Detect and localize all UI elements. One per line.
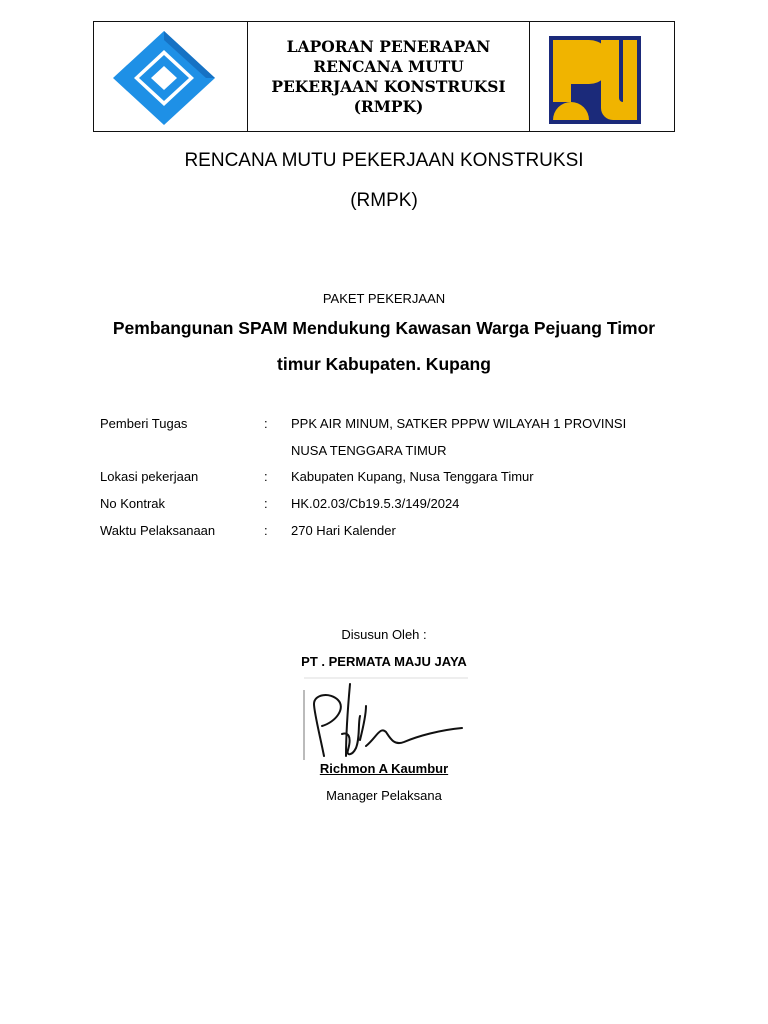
pupr-logo-icon bbox=[549, 36, 641, 124]
header-title bbox=[248, 22, 530, 131]
info-label: Waktu Pelaksanaan bbox=[100, 523, 216, 538]
info-value: PPK AIR MINUM, SATKER PPPW WILAYAH 1 PROVINSI bbox=[291, 416, 627, 431]
company-name: PT . PERMATA MAJU JAYA bbox=[301, 654, 467, 669]
package-label: PAKET PEKERJAAN bbox=[322, 291, 446, 306]
info-colon: : bbox=[264, 416, 268, 431]
info-colon: : bbox=[264, 523, 268, 538]
info-value: 270 Hari Kalender bbox=[291, 523, 396, 538]
header-logo-cell bbox=[94, 22, 248, 131]
header-title-line-2: RENCANA MUTU bbox=[313, 56, 464, 76]
header-table bbox=[93, 21, 675, 132]
info-value: HK.02.03/Cb19.5.3/149/2024 bbox=[291, 496, 460, 511]
info-value: Kabupaten Kupang, Nusa Tenggara Timur bbox=[291, 469, 534, 484]
info-colon: : bbox=[264, 469, 268, 484]
info-label: Lokasi pekerjaan bbox=[100, 469, 199, 484]
header-pupr-cell bbox=[530, 22, 674, 131]
prepared-by-label: Disusun Oleh : bbox=[341, 627, 427, 642]
header-title-line-4: (RMPK) bbox=[353, 96, 424, 116]
info-value-continued: NUSA TENGGARA TIMUR bbox=[291, 443, 447, 458]
package-name-line-1: Pembangunan SPAM Mendukung Kawasan Warga Pejuang Timor bbox=[112, 318, 656, 338]
document-title-abbrev: (RMPK) bbox=[350, 190, 418, 211]
handwritten-signature-icon bbox=[300, 676, 470, 764]
document-title: RENCANA MUTU PEKERJAAN KONSTRUKSI bbox=[184, 150, 584, 171]
info-label: No Kontrak bbox=[100, 496, 166, 511]
package-name-line-2: timur Kabupaten. Kupang bbox=[277, 354, 491, 374]
info-label: Pemberi Tugas bbox=[100, 416, 188, 431]
header-title-line-3: PEKERJAAN KONSTRUKSI bbox=[271, 76, 506, 96]
company-diamond-logo-icon bbox=[110, 28, 218, 128]
header-title-line-1: LAPORAN PENERAPAN bbox=[286, 36, 491, 56]
info-colon: : bbox=[264, 496, 268, 511]
signer-role: Manager Pelaksana bbox=[326, 788, 442, 803]
signer-name: Richmon A Kaumbur bbox=[319, 761, 449, 776]
